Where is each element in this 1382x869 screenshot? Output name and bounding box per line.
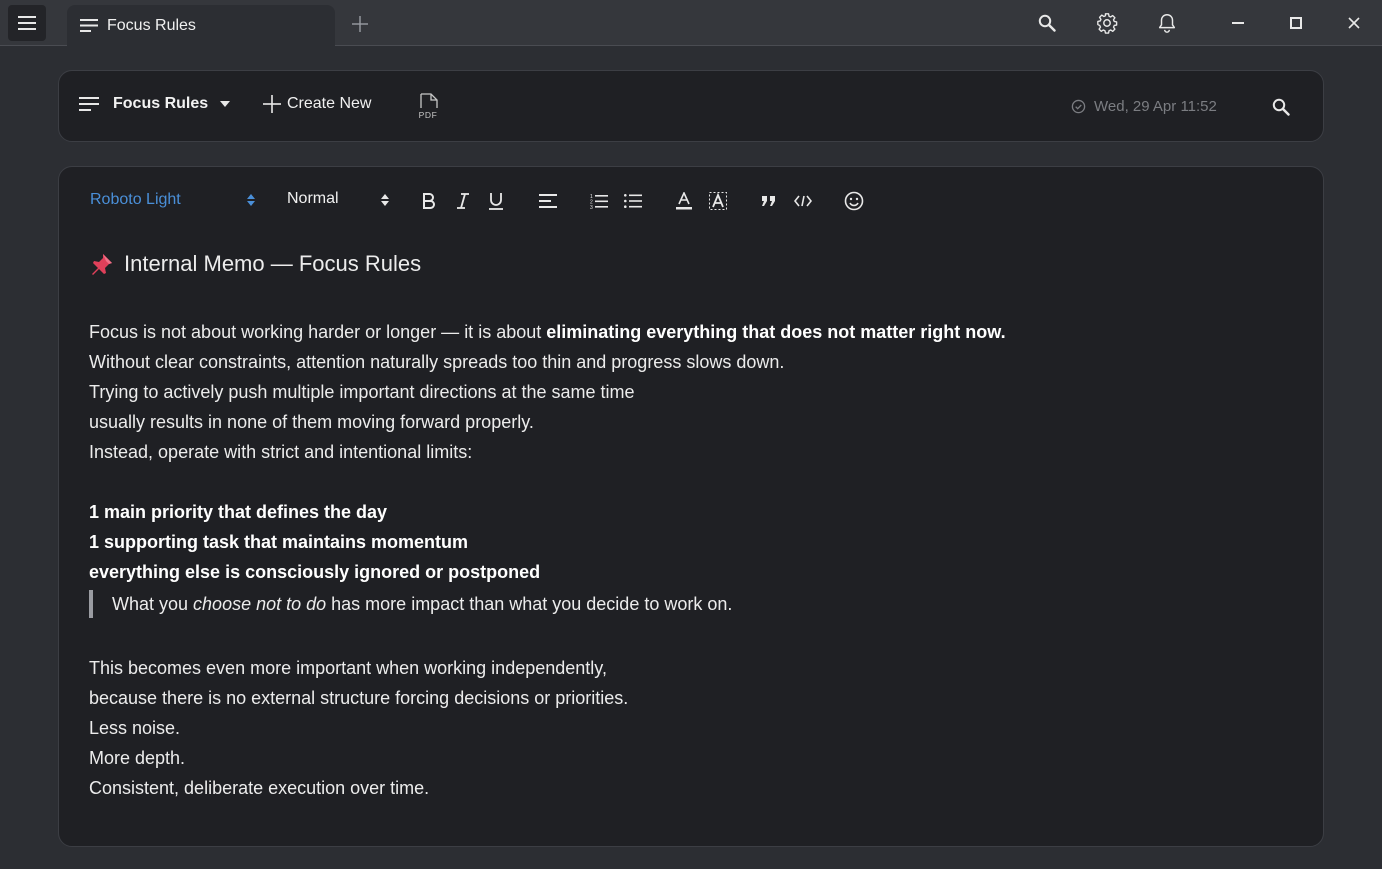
underline-button[interactable] xyxy=(484,189,508,213)
tab-label: Focus Rules xyxy=(107,16,196,34)
tab-focus-rules[interactable] xyxy=(67,5,335,46)
empty-line xyxy=(89,467,1289,497)
text-color-icon xyxy=(676,192,692,210)
underline-icon xyxy=(488,192,504,210)
code-icon xyxy=(794,195,812,207)
pdf-label: PDF xyxy=(418,110,438,120)
italic-button[interactable] xyxy=(451,189,475,213)
menu-button[interactable] xyxy=(8,5,46,41)
svg-text:1: 1 xyxy=(590,194,593,200)
gear-icon xyxy=(1096,12,1118,34)
create-new-label: Create New xyxy=(287,95,372,112)
text-color-button[interactable] xyxy=(672,189,696,213)
pdf-file-icon xyxy=(415,93,441,121)
updown-icon xyxy=(247,193,255,207)
bullet-list-button[interactable] xyxy=(621,189,645,213)
document-selector[interactable] xyxy=(79,95,230,113)
minimize-icon xyxy=(1232,17,1244,29)
smiley-icon xyxy=(844,191,864,211)
font-family-select[interactable] xyxy=(90,191,255,209)
bold-text-run: eliminating everything that does not matter right now. xyxy=(546,322,1006,342)
highlight-icon xyxy=(709,192,727,210)
text-run: What you xyxy=(112,594,194,614)
paragraph-line xyxy=(89,317,1289,347)
editor-content[interactable] xyxy=(89,249,1289,803)
maximize-button[interactable] xyxy=(1282,9,1310,37)
paragraph-line: Less noise. xyxy=(89,718,181,738)
document-selector-label: Focus Rules xyxy=(113,95,209,112)
text-style-value: Normal xyxy=(287,190,339,207)
highlight-color-button[interactable] xyxy=(706,189,730,213)
text-run: has more impact than what you decide to work on. xyxy=(326,594,733,614)
plus-icon xyxy=(352,16,368,32)
quote-icon xyxy=(761,195,777,207)
paragraph-line: usually results in none of them moving forward properly. xyxy=(89,412,534,432)
italic-text-run: choose not to do xyxy=(193,594,327,614)
hamburger-icon xyxy=(18,16,36,30)
svg-text:3: 3 xyxy=(590,205,593,209)
updown-icon xyxy=(381,193,389,207)
bullet-list-icon xyxy=(624,194,642,208)
bold-text-run: 1 supporting task that maintains momentum xyxy=(89,532,469,552)
close-icon xyxy=(1348,17,1360,29)
bold-icon xyxy=(422,193,436,209)
plus-icon xyxy=(263,95,281,113)
align-left-icon xyxy=(539,194,557,208)
document-search-button[interactable] xyxy=(1269,95,1293,119)
editor-panel xyxy=(58,166,1324,847)
italic-icon xyxy=(457,193,469,209)
notifications-button[interactable] xyxy=(1153,9,1181,37)
caret-down-icon xyxy=(220,101,230,107)
paragraph-line: Instead, operate with strict and intentional limits: xyxy=(89,442,473,462)
rule-line xyxy=(89,497,1289,527)
settings-button[interactable] xyxy=(1093,9,1121,37)
memo-title-text: Internal Memo — Focus Rules xyxy=(124,251,422,276)
bold-button[interactable] xyxy=(417,189,441,213)
check-circle-icon xyxy=(1071,99,1086,114)
global-search-button[interactable] xyxy=(1033,9,1061,37)
search-icon xyxy=(1038,14,1056,32)
rule-line xyxy=(89,557,1289,587)
paragraph-line: Trying to actively push multiple important directions at the same time xyxy=(89,382,635,402)
bold-text-run: everything else is consciously ignored or postponed xyxy=(89,562,541,582)
maximize-icon xyxy=(1290,17,1302,29)
paragraph-line: Consistent, deliberate execution over time. xyxy=(89,778,430,798)
pushpin-icon xyxy=(89,251,115,277)
create-new-button[interactable] xyxy=(263,95,371,113)
bell-icon xyxy=(1156,12,1178,34)
export-pdf-button[interactable] xyxy=(415,93,441,121)
ordered-list-button[interactable] xyxy=(587,189,611,213)
font-family-value: Roboto Light xyxy=(90,191,181,208)
last-saved-indicator xyxy=(1071,98,1217,115)
minimize-button[interactable] xyxy=(1224,9,1252,37)
title-bar xyxy=(0,0,1382,46)
emoji-button[interactable] xyxy=(842,189,866,213)
new-tab-button[interactable] xyxy=(349,13,371,35)
bold-text-run: 1 main priority that defines the day xyxy=(89,502,388,522)
text-run: Focus is not about working harder or longer — it is about xyxy=(89,322,547,342)
blockquote xyxy=(89,590,1289,618)
last-saved-datetime: Wed, 29 Apr 11:52 xyxy=(1094,98,1217,115)
paragraph-line: because there is no external structure forcing decisions or priorities. xyxy=(89,688,629,708)
align-button[interactable] xyxy=(536,189,560,213)
rule-line xyxy=(89,527,1289,557)
svg-text:2: 2 xyxy=(590,199,593,206)
notes-icon xyxy=(79,97,99,111)
close-button[interactable] xyxy=(1340,9,1368,37)
memo-title xyxy=(89,249,1289,279)
paragraph-line: More depth. xyxy=(89,748,186,768)
ordered-list-icon xyxy=(590,193,608,209)
document-header xyxy=(58,70,1324,142)
paragraph-line: Without clear constraints, attention naturally spreads too thin and progress slows down. xyxy=(89,352,785,372)
code-button[interactable] xyxy=(791,189,815,213)
blockquote-button[interactable] xyxy=(757,189,781,213)
paragraph-line: This becomes even more important when working independently, xyxy=(89,658,607,678)
empty-line xyxy=(89,618,1289,653)
search-icon xyxy=(1272,98,1290,116)
notes-icon xyxy=(80,19,98,32)
formatting-toolbar xyxy=(59,187,1323,217)
text-style-select[interactable] xyxy=(287,190,389,208)
